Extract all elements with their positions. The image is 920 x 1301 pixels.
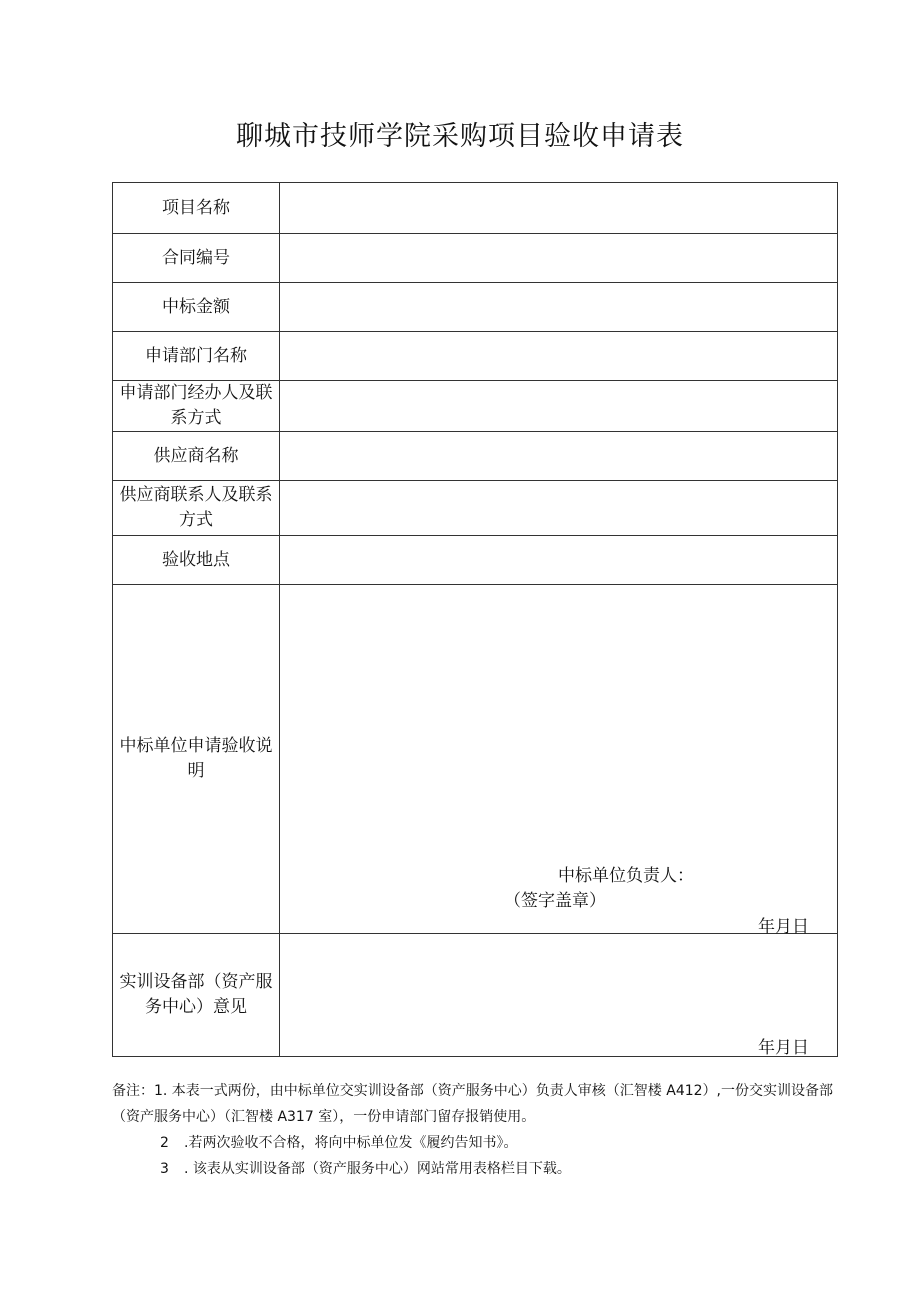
remark-2-text: .若两次验收不合格，将向中标单位发《履约告知书》。 [184, 1135, 518, 1151]
row-department-contact [113, 381, 838, 432]
acceptance-form-table [112, 182, 838, 1057]
row-supplier-name [113, 432, 838, 481]
field-bid-amount[interactable] [280, 283, 838, 332]
field-project-name[interactable] [280, 183, 838, 234]
label-project-name: 项目名称 [113, 183, 280, 234]
label-bid-amount: 中标金额 [113, 283, 280, 332]
seal-label: （签字盖章） [504, 891, 606, 911]
signer-label: 中标单位负责人： [558, 866, 694, 886]
remark-1: 备注：1. 本表一式两份，由中标单位交实训设备部（资产服务中心）负责人审核（汇智楼 A412）,一份交实训设备部（资产服务中心）（汇智楼 A317 室），一份申请部门留存报销使用。 [112, 1083, 834, 1125]
label-supplier-name: 供应商名称 [113, 432, 280, 481]
label-applying-department: 申请部门名称 [113, 332, 280, 381]
row-contract-number [113, 234, 838, 283]
remark-3-number: 3 [160, 1161, 169, 1177]
row-acceptance-statement [113, 585, 838, 934]
form-title: 聊城市技师学院采购项目验收申请表 [236, 121, 684, 152]
label-department-opinion: 实训设备部（资产服务中心）意见 [113, 934, 280, 1057]
row-acceptance-location [113, 536, 838, 585]
label-acceptance-location: 验收地点 [113, 536, 280, 585]
field-supplier-name[interactable] [280, 432, 838, 481]
row-department-opinion [113, 934, 838, 1057]
remarks [112, 1078, 838, 1182]
remark-2 [112, 1130, 838, 1156]
row-supplier-contact [113, 481, 838, 536]
label-department-contact: 申请部门经办人及联系方式 [113, 381, 280, 432]
opinion-date-label: 年月日 [758, 1038, 809, 1058]
field-acceptance-location[interactable] [280, 536, 838, 585]
remark-2-number: 2 [160, 1135, 169, 1151]
field-department-opinion[interactable] [280, 934, 838, 1057]
label-supplier-contact: 供应商联系人及联系方式 [113, 481, 280, 536]
field-acceptance-statement[interactable] [280, 585, 838, 937]
row-applying-department [113, 332, 838, 381]
field-department-contact[interactable] [280, 381, 838, 432]
field-contract-number[interactable] [280, 234, 838, 283]
field-applying-department[interactable] [280, 332, 838, 381]
label-acceptance-statement: 中标单位申请验收说明 [113, 585, 280, 934]
field-supplier-contact[interactable] [280, 481, 838, 536]
remark-3 [112, 1156, 838, 1182]
label-contract-number: 合同编号 [113, 234, 280, 283]
row-bid-amount [113, 283, 838, 332]
row-project-name [113, 183, 838, 234]
statement-date-label: 年月日 [758, 917, 809, 937]
remark-3-text: . 该表从实训设备部（资产服务中心）网站常用表格栏目下载。 [184, 1161, 571, 1177]
